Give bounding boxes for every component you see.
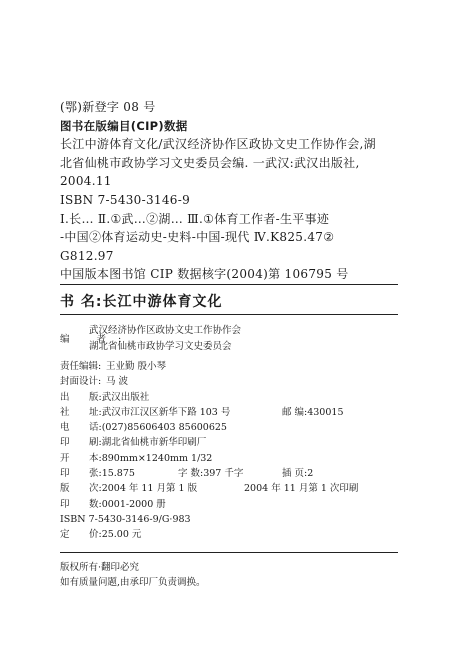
isbn-row: ISBN 7-5430-3146-9/G·983 <box>60 513 191 525</box>
rights-notice: 版权所有·翻印必究 <box>60 562 140 573</box>
sheets-row: 印 张:15.875 字 数:397 千字 插 页:2 <box>60 466 400 481</box>
format-row: 开 本:890mm×1240mm 1/32 <box>60 452 213 464</box>
editor-row <box>60 323 400 359</box>
cip-heading: 图书在版编目(CIP)数据 <box>60 118 188 133</box>
word-count: 字 数:397 千字 <box>178 468 244 480</box>
cip-line: G812.97 <box>60 248 114 263</box>
cip-number: 中国版本图书馆 CIP 数据核字(2004)第 106795 号 <box>60 267 349 282</box>
phone-row: 电 话:(027)85606403 85600625 <box>60 422 227 434</box>
impression: 2004 年 11 月第 1 次印刷 <box>244 483 359 495</box>
editor-label: 编 者: <box>60 334 134 345</box>
editor-line: 武汉经济协作区政协文史工作协作会 <box>89 325 242 336</box>
footer-notes <box>60 560 206 590</box>
cip-line: -中国②体育运动史-史料-中国-现代 Ⅳ.K825.47② <box>60 230 335 245</box>
divider <box>60 552 398 553</box>
postcode: 邮 编:430015 <box>282 406 344 418</box>
book-title-value: 长江中游体育文化 <box>102 294 223 310</box>
publisher-row: 出 版:武汉出版社 <box>60 391 150 403</box>
print-run-row: 印 数:0001-2000 册 <box>60 498 166 510</box>
address-row: 社 址:武汉市江汉区新华下路 103 号 邮 编:430015 <box>60 405 400 420</box>
edition-row: 版 次:2004 年 11 月第 1 版 2004 年 11 月第 1 次印刷 <box>60 481 400 496</box>
cip-line: 北省仙桃市政协学习文史委员会编. 一武汉:武汉出版社, <box>60 155 360 170</box>
book-title-label: 书 名: <box>60 294 103 310</box>
cip-line: 2004.11 <box>60 174 112 189</box>
printer-row: 印 刷:湖北省仙桃市新华印刷厂 <box>60 437 207 449</box>
cip-line: Ⅰ.长… Ⅱ.①武…②湖… Ⅲ.①体育工作者-生平事迹 <box>60 211 330 226</box>
plates: 插 页:2 <box>282 468 314 480</box>
quality-notice: 如有质量问题,由承印厂负责调换。 <box>60 577 206 588</box>
cip-isbn: ISBN 7-5430-3146-9 <box>60 192 191 207</box>
cover-design-row: 封面设计: 马 波 <box>60 376 129 388</box>
price-row: 定 价:25.00 元 <box>60 529 142 541</box>
responsible-editor-row: 责任编辑: 王业勤 殷小琴 <box>60 361 167 372</box>
book-title <box>60 291 222 311</box>
cip-block <box>60 98 400 284</box>
registration-number: (鄂)新登字 08 号 <box>60 100 156 114</box>
divider <box>60 314 398 315</box>
cip-line: 长江中游体育文化/武汉经济协作区政协文史工作协作会,湖 <box>60 137 376 152</box>
editor-line: 湖北省仙桃市政协学习文史委员会 <box>89 341 232 352</box>
publication-info <box>60 323 400 543</box>
divider <box>60 284 398 285</box>
